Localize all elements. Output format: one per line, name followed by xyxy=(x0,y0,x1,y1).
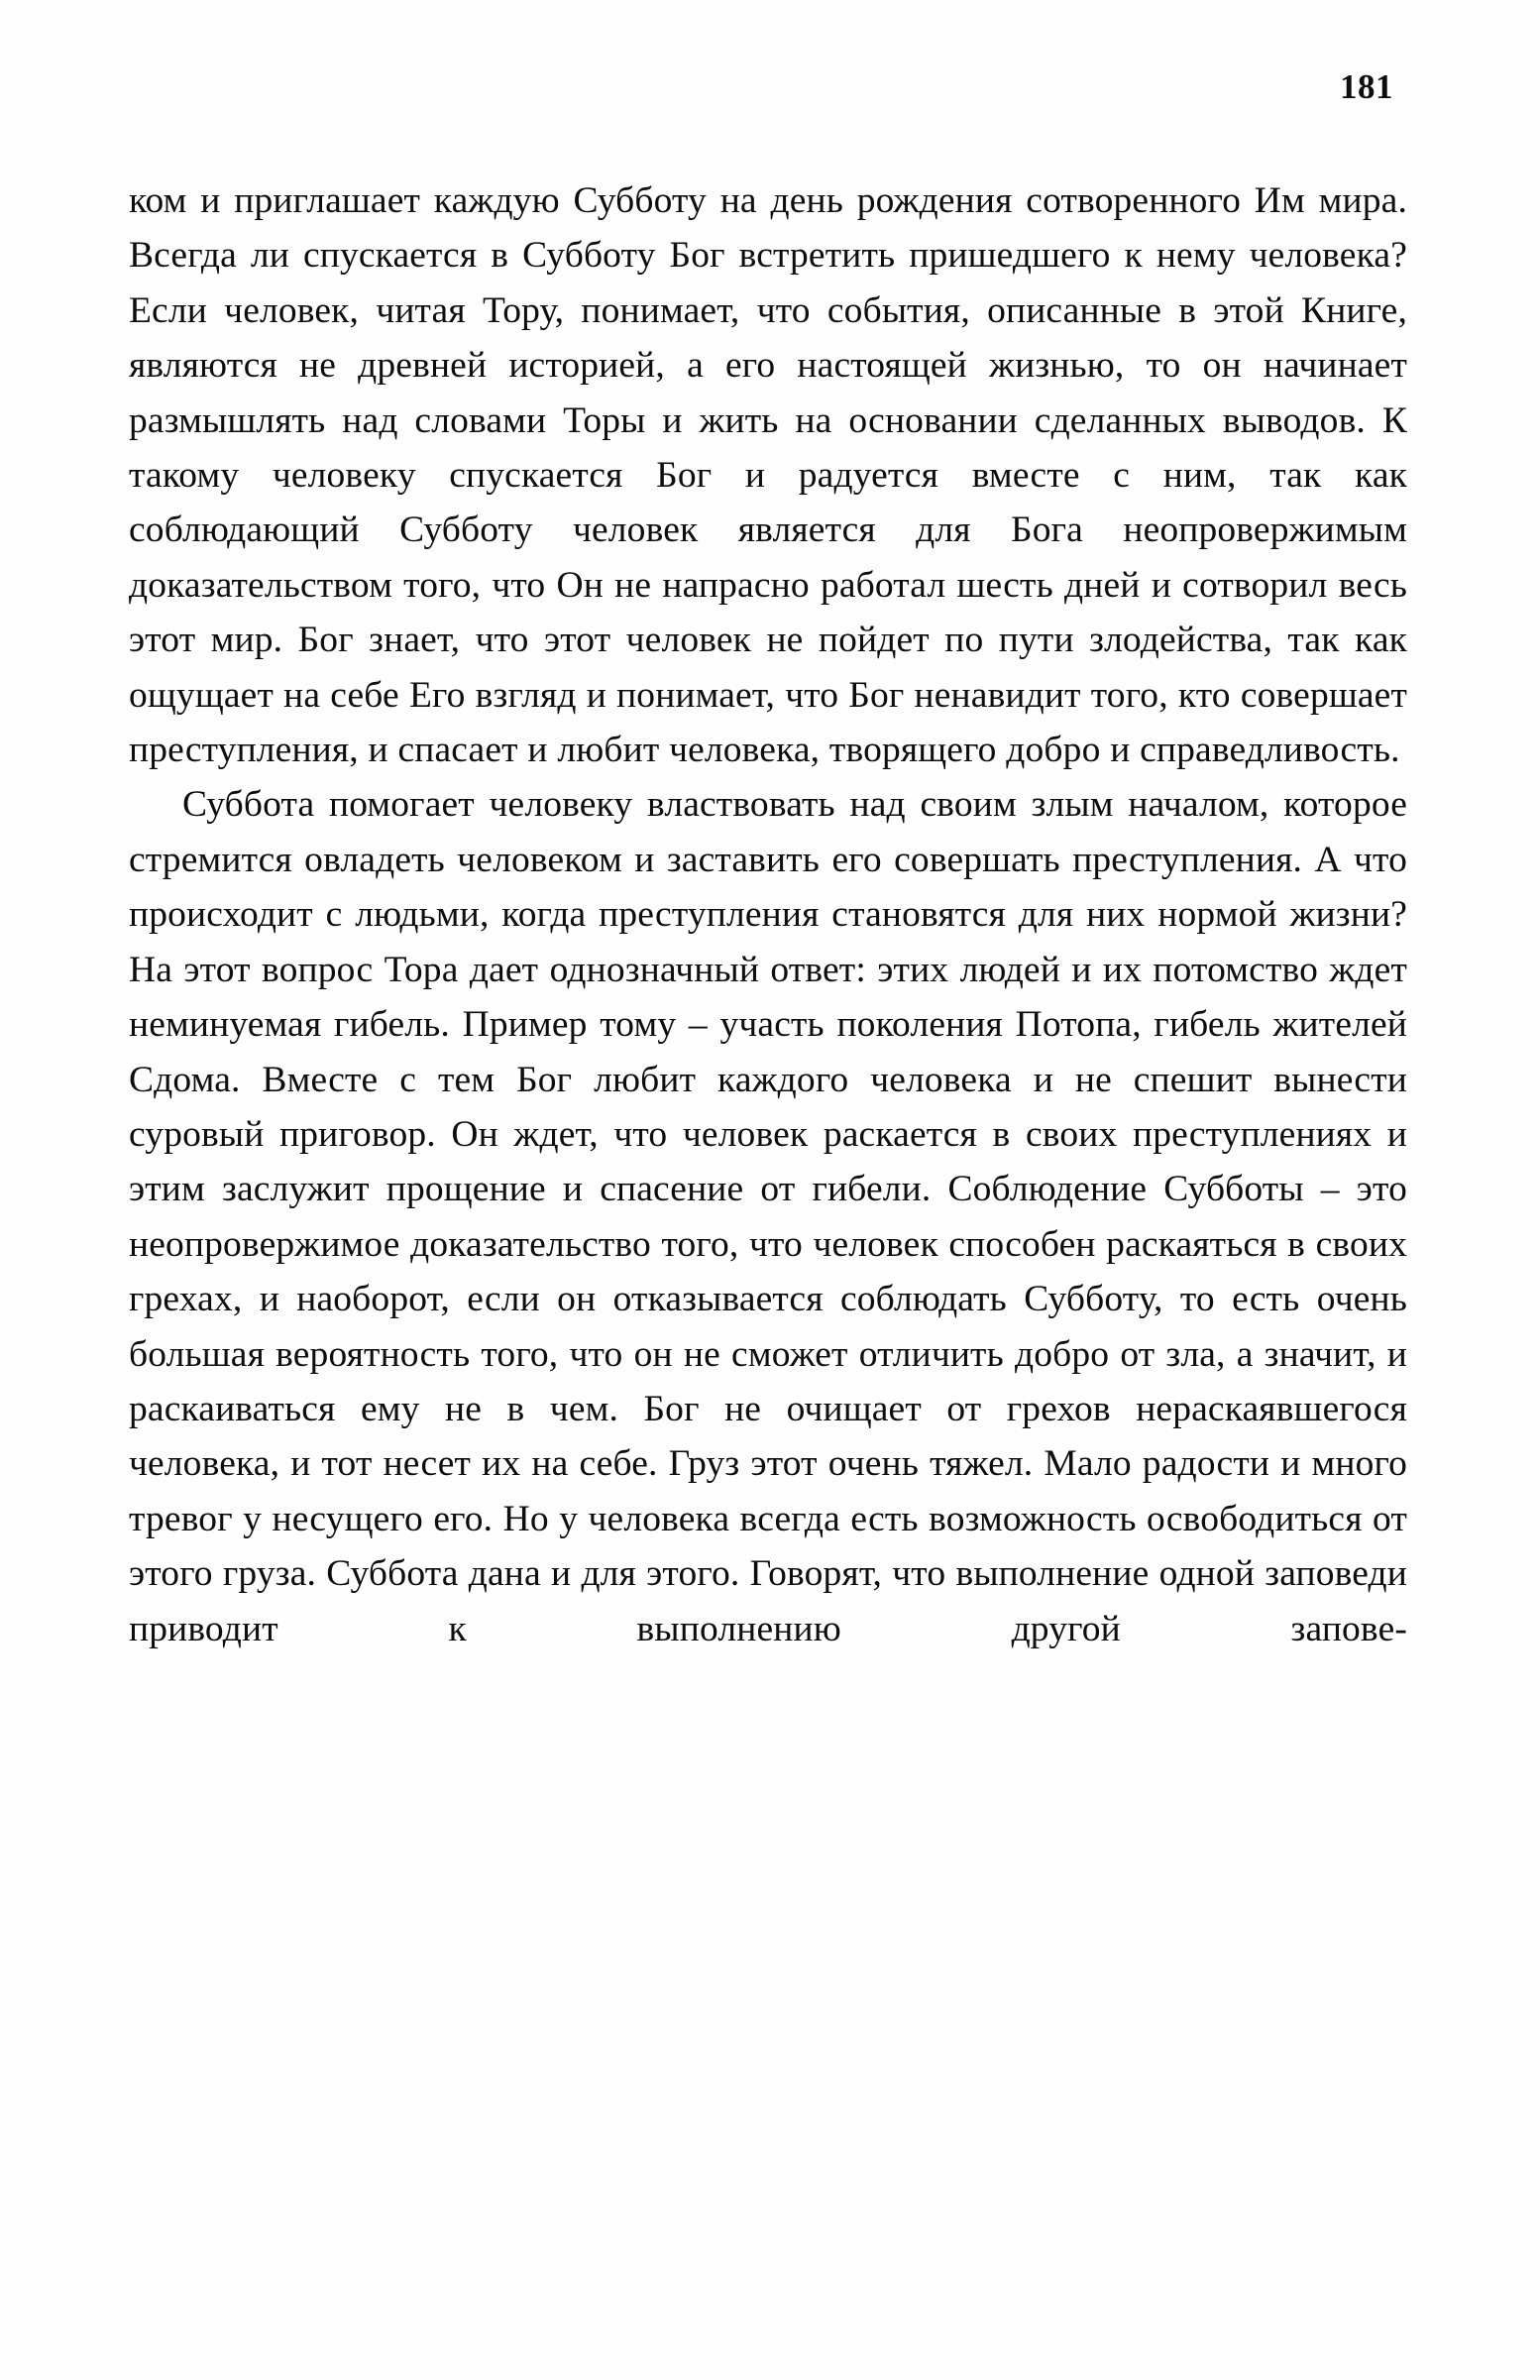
paragraph: Суббота помогает человеку властвовать над своим злым началом, которое стремится овладеть человеком и заставить его совершать преступления. А что происходит с людьми, когда преступления становятся для них нормой жизни? На этот вопрос Тора дает однозначный ответ: этих людей и их потомство ждет неминуемая гибель. Пример тому – участь поколения Потопа, гибель жителей Сдома. Вместе с тем Бог любит каждого человека и не спешит вынести суровый приговор. Он ждет, что человек раскается в своих преступлениях и этим заслужит прощение и спасение от гибели. Соблюдение Субботы – это неопровержимое доказательство того, что человек способен раскаяться в своих грехах, и наоборот, если он отказывается соблюдать Субботу, то есть очень большая вероятность того, что он не сможет отличить добро от зла, а значит, и раскаиваться ему не в чем. Бог не очищает от грехов нераскаявшегося человека, и тот несет их на себе. Груз этот очень тяжел. Мало радости и много тревог у несущего его. Но у человека всегда есть возможность освободиться от этого груза. Суббота дана и для этого. Говорят, что выполнение одной заповеди приводит к выполнению другой запове- xyxy=(129,784,1407,1649)
paragraph: ком и приглашает каждую Субботу на день рождения сотворенного Им мира. Всегда ли спускается в Субботу Бог встретить пришедшего к нему человека? Если человек, читая Тору, понимает, что события, описанные в этой Книге, являются не древней историей, а его настоящей жизнью, то он начинает размышлять над словами Торы и жить на основании сделанных выводов. К такому человеку спускается Бог и радуется вместе с ним, так как соблюдающий Субботу человек является для Бога неопровержимым доказательством того, что Он не напрасно работал шесть дней и сотворил весь этот мир. Бог знает, что этот человек не пойдет по пути злодейства, так как ощущает на себе Его взгляд и понимает, что Бог ненавидит того, кто совершает преступления, и спасает и любит человека, творящего добро и справедливость. xyxy=(129,180,1407,771)
page-body-text xyxy=(129,173,1407,1656)
page-number: 181 xyxy=(1340,67,1393,106)
